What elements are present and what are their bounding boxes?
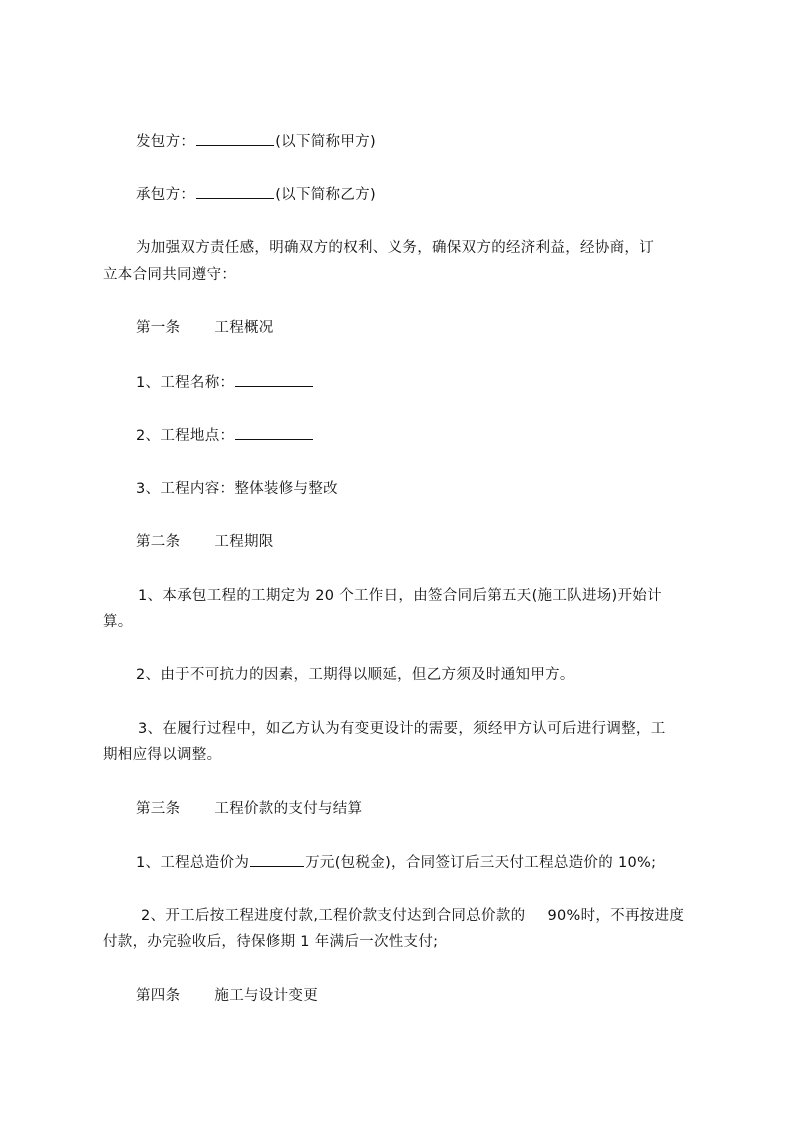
project-location-label: 2、工程地点： [136, 428, 235, 444]
payment-clause-b: 90%时，不再按进度 [547, 908, 685, 924]
party-a-label: 发包方： [136, 134, 196, 150]
article-3-item-1 [136, 852, 656, 873]
article-2-item-1-line-1: 1、本承包工程的工期定为 20 个工作日，由签合同后第五天(施工队进场)开始计 [138, 588, 662, 604]
article-3-number: 第三条 [136, 801, 181, 817]
party-b-line [136, 184, 376, 205]
party-b-label: 承包方： [136, 187, 196, 203]
article-1-item-3: 3、工程内容：整体装修与整改 [136, 481, 338, 497]
article-2-item-3-line-2: 期相应得以调整。 [103, 747, 222, 763]
party-b-suffix: (以下简称乙方) [275, 187, 376, 203]
total-price-blank [250, 852, 304, 867]
payment-clause-a: 2、开工后按工程进度付款,工程价款支付达到合同总价款的 [141, 908, 526, 924]
article-3-heading [136, 799, 362, 819]
article-1-item-2 [136, 425, 314, 446]
article-1-heading [136, 318, 274, 338]
total-price-prefix: 1、工程总造价为 [136, 855, 250, 871]
party-a-suffix: (以下简称甲方) [275, 134, 376, 150]
project-name-label: 1、工程名称： [136, 375, 235, 391]
article-3-title: 工程价款的支付与结算 [214, 801, 363, 817]
article-2-item-2: 2、由于不可抗力的因素，工期得以顺延，但乙方须及时通知甲方。 [136, 667, 575, 683]
article-4-title: 施工与设计变更 [214, 988, 319, 1004]
article-3-item-2-line-1 [141, 906, 684, 926]
article-4-number: 第四条 [136, 988, 181, 1004]
article-4-heading [136, 986, 318, 1006]
article-1-number: 第一条 [136, 320, 181, 336]
article-2-heading [136, 532, 274, 552]
article-2-number: 第二条 [136, 534, 181, 550]
total-price-suffix: 万元(包税金)，合同签订后三天付工程总造价的 10%; [305, 855, 657, 871]
project-name-blank [235, 372, 313, 387]
preamble-line-2: 立本合同共同遵守： [103, 267, 237, 283]
article-1-item-1 [136, 372, 314, 393]
party-b-blank [196, 184, 274, 199]
project-location-blank [235, 425, 313, 440]
party-a-line [136, 131, 376, 152]
article-2-item-1-line-2: 算。 [103, 614, 133, 630]
article-1-title: 工程概况 [214, 320, 274, 336]
preamble-line-1: 为加强双方责任感，明确双方的权利、义务，确保双方的经济利益，经协商，订 [136, 240, 654, 256]
party-a-blank [196, 131, 274, 146]
article-2-item-3-line-1: 3、在履行过程中，如乙方认为有变更设计的需要，须经甲方认可后进行调整，工 [138, 721, 666, 737]
article-3-item-2-line-2: 付款，办完验收后，待保修期 1 年满后一次性支付; [103, 934, 439, 950]
article-2-title: 工程期限 [214, 534, 274, 550]
